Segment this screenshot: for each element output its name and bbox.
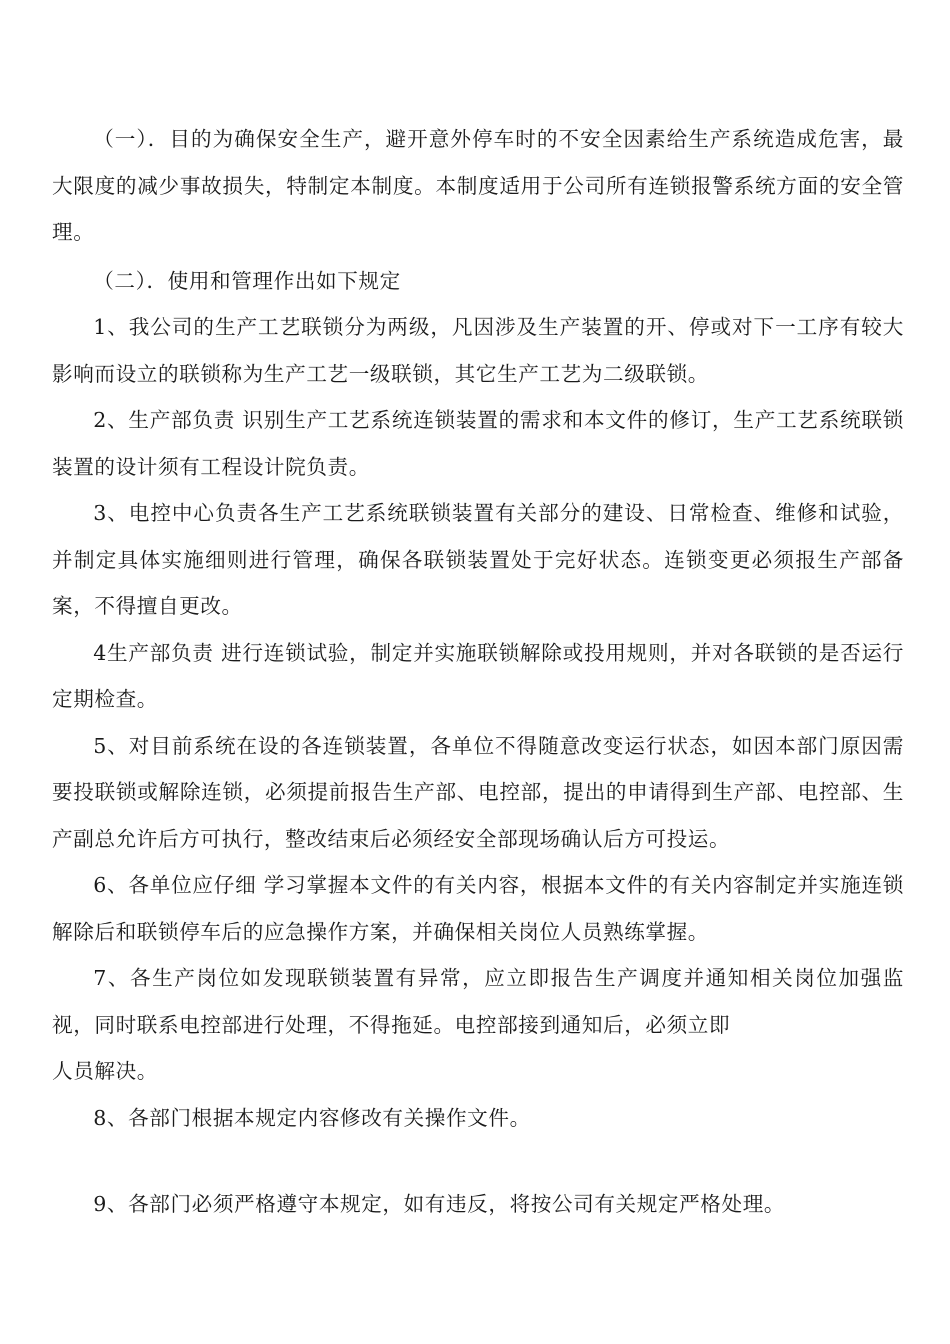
paragraph-rule-4: 4生产部负责 进行连锁试验，制定并实施联锁解除或投用规则，并对各联锁的是否运行定期检查。	[52, 640, 904, 711]
paragraph-rule-7-continuation: 人员解决。	[52, 1059, 158, 1083]
document-body	[52, 116, 904, 1228]
paragraph-rule-2: 2、生产部负责 识别生产工艺系统连锁装置的需求和本文件的修订，生产工艺系统联锁装置的设计须有工程设计院负责。	[52, 408, 904, 479]
paragraph-purpose: （一）．目的为确保安全生产，避开意外停车时的不安全因素给生产系统造成危害，最大限度的减少事故损失，特制定本制度。本制度适用于公司所有连锁报警系统方面的安全管理。	[52, 127, 904, 244]
paragraph-rule-9: 9、各部门必须严格遵守本规定，如有违反，将按公司有关规定严格处理。	[93, 1192, 786, 1216]
paragraph-rule-1: 1、我公司的生产工艺联锁分为两级，凡因涉及生产装置的开、停或对下一工序有较大影响而设立的联锁称为生产工艺一级联锁，其它生产工艺为二级联锁。	[52, 315, 904, 386]
paragraph-rule-3: 3、电控中心负责各生产工艺系统联锁装置有关部分的建设、日常检查、维修和试验，并制定具体实施细则进行管理，确保各联锁装置处于完好状态。连锁变更必须报生产部备案，不得擅自更改。	[52, 501, 904, 618]
paragraph-rule-6: 6、各单位应仔细 学习掌握本文件的有关内容，根据本文件的有关内容制定并实施连锁解除后和联锁停车后的应急操作方案，并确保相关岗位人员熟练掌握。	[52, 873, 904, 944]
paragraph-rule-8: 8、各部门根据本规定内容修改有关操作文件。	[93, 1105, 531, 1130]
paragraph-rule-7: 7、各生产岗位如发现联锁装置有异常，应立即报告生产调度并通知相关岗位加强监视，同时联系电控部进行处理，不得拖延。电控部接到通知后，必须立即	[52, 966, 904, 1037]
paragraph-rules-heading: （二）．使用和管理作出如下规定	[93, 268, 401, 293]
paragraph-rule-5: 5、对目前系统在设的各连锁装置，各单位不得随意改变运行状态，如因本部门原因需要投联锁或解除连锁，必须提前报告生产部、电控部，提出的申请得到生产部、电控部、生产副总允许后方可执行，整改结束后必须经安全部现场确认后方可投运。	[52, 733, 904, 851]
